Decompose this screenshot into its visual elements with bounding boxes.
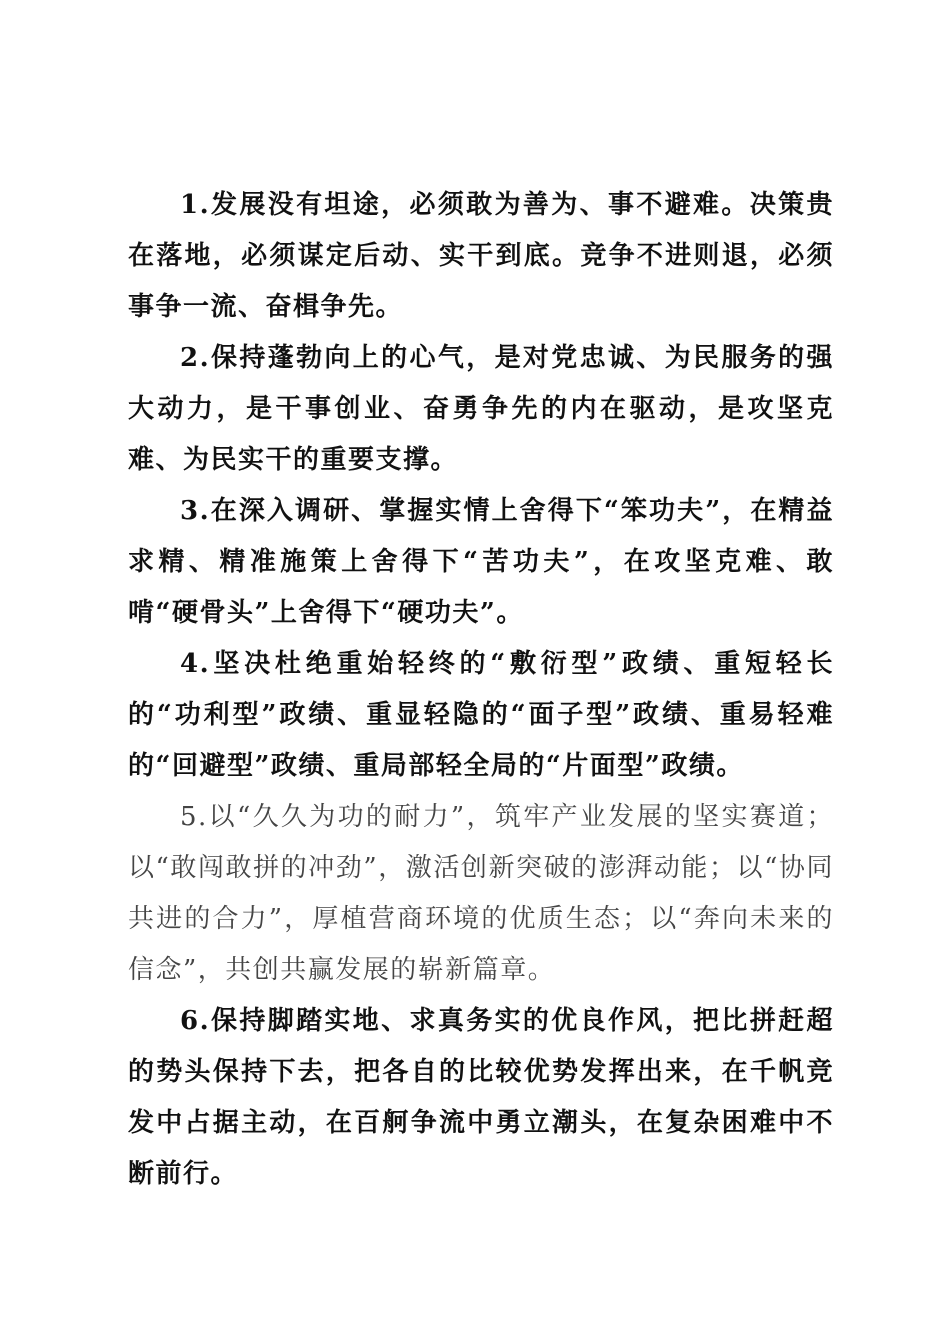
paragraph-number: 3.: [180, 496, 211, 526]
paragraph-text: 坚决杜绝重始轻终的“敷衍型”政绩、重短轻长的“功利型”政绩、重显轻隐的“面子型”政绩、重易轻难的“回避型”政绩、重局部轻全局的“片面型”政绩。: [128, 649, 834, 781]
paragraph-text: 保持蓬勃向上的心气，是对党忠诚、为民服务的强大动力，是干事创业、奋勇争先的内在驱动，是攻坚克难、为民实干的重要支撑。: [128, 343, 834, 475]
paragraph-number: 6.: [180, 1006, 211, 1036]
document-body: [128, 180, 834, 1200]
paragraph-number: 1.: [180, 190, 211, 220]
paragraph-1: [128, 180, 834, 333]
paragraph-text: 保持脚踏实地、求真务实的优良作风，把比拼赶超的势头保持下去，把各自的比较优势发挥出来，在千帆竞发中占据主动，在百舸争流中勇立潮头，在复杂困难中不断前行。: [128, 1006, 834, 1189]
paragraph-number: 5.: [180, 802, 208, 832]
paragraph-2: [128, 333, 834, 486]
paragraph-text: 在深入调研、掌握实情上舍得下“笨功夫”，在精益求精、精准施策上舍得下“苦功夫”，在攻坚克难、敢啃“硬骨头”上舍得下“硬功夫”。: [128, 496, 834, 628]
paragraph-3: [128, 486, 834, 639]
paragraph-4: [128, 639, 834, 792]
paragraph-text: 发展没有坦途，必须敢为善为、事不避难。决策贵在落地，必须谋定后动、实干到底。竞争不进则退，必须事争一流、奋楫争先。: [128, 190, 834, 322]
paragraph-6: [128, 996, 834, 1200]
paragraph-text: 以“久久为功的耐力”，筑牢产业发展的坚实赛道；以“敢闯敢拼的冲劲”，激活创新突破的澎湃动能；以“协同共进的合力”，厚植营商环境的优质生态；以“奔向未来的信念”，共创共赢发展的崭新篇章。: [128, 802, 834, 985]
paragraph-number: 4.: [180, 649, 211, 679]
paragraph-number: 2.: [180, 343, 211, 373]
paragraph-5: [128, 792, 834, 996]
